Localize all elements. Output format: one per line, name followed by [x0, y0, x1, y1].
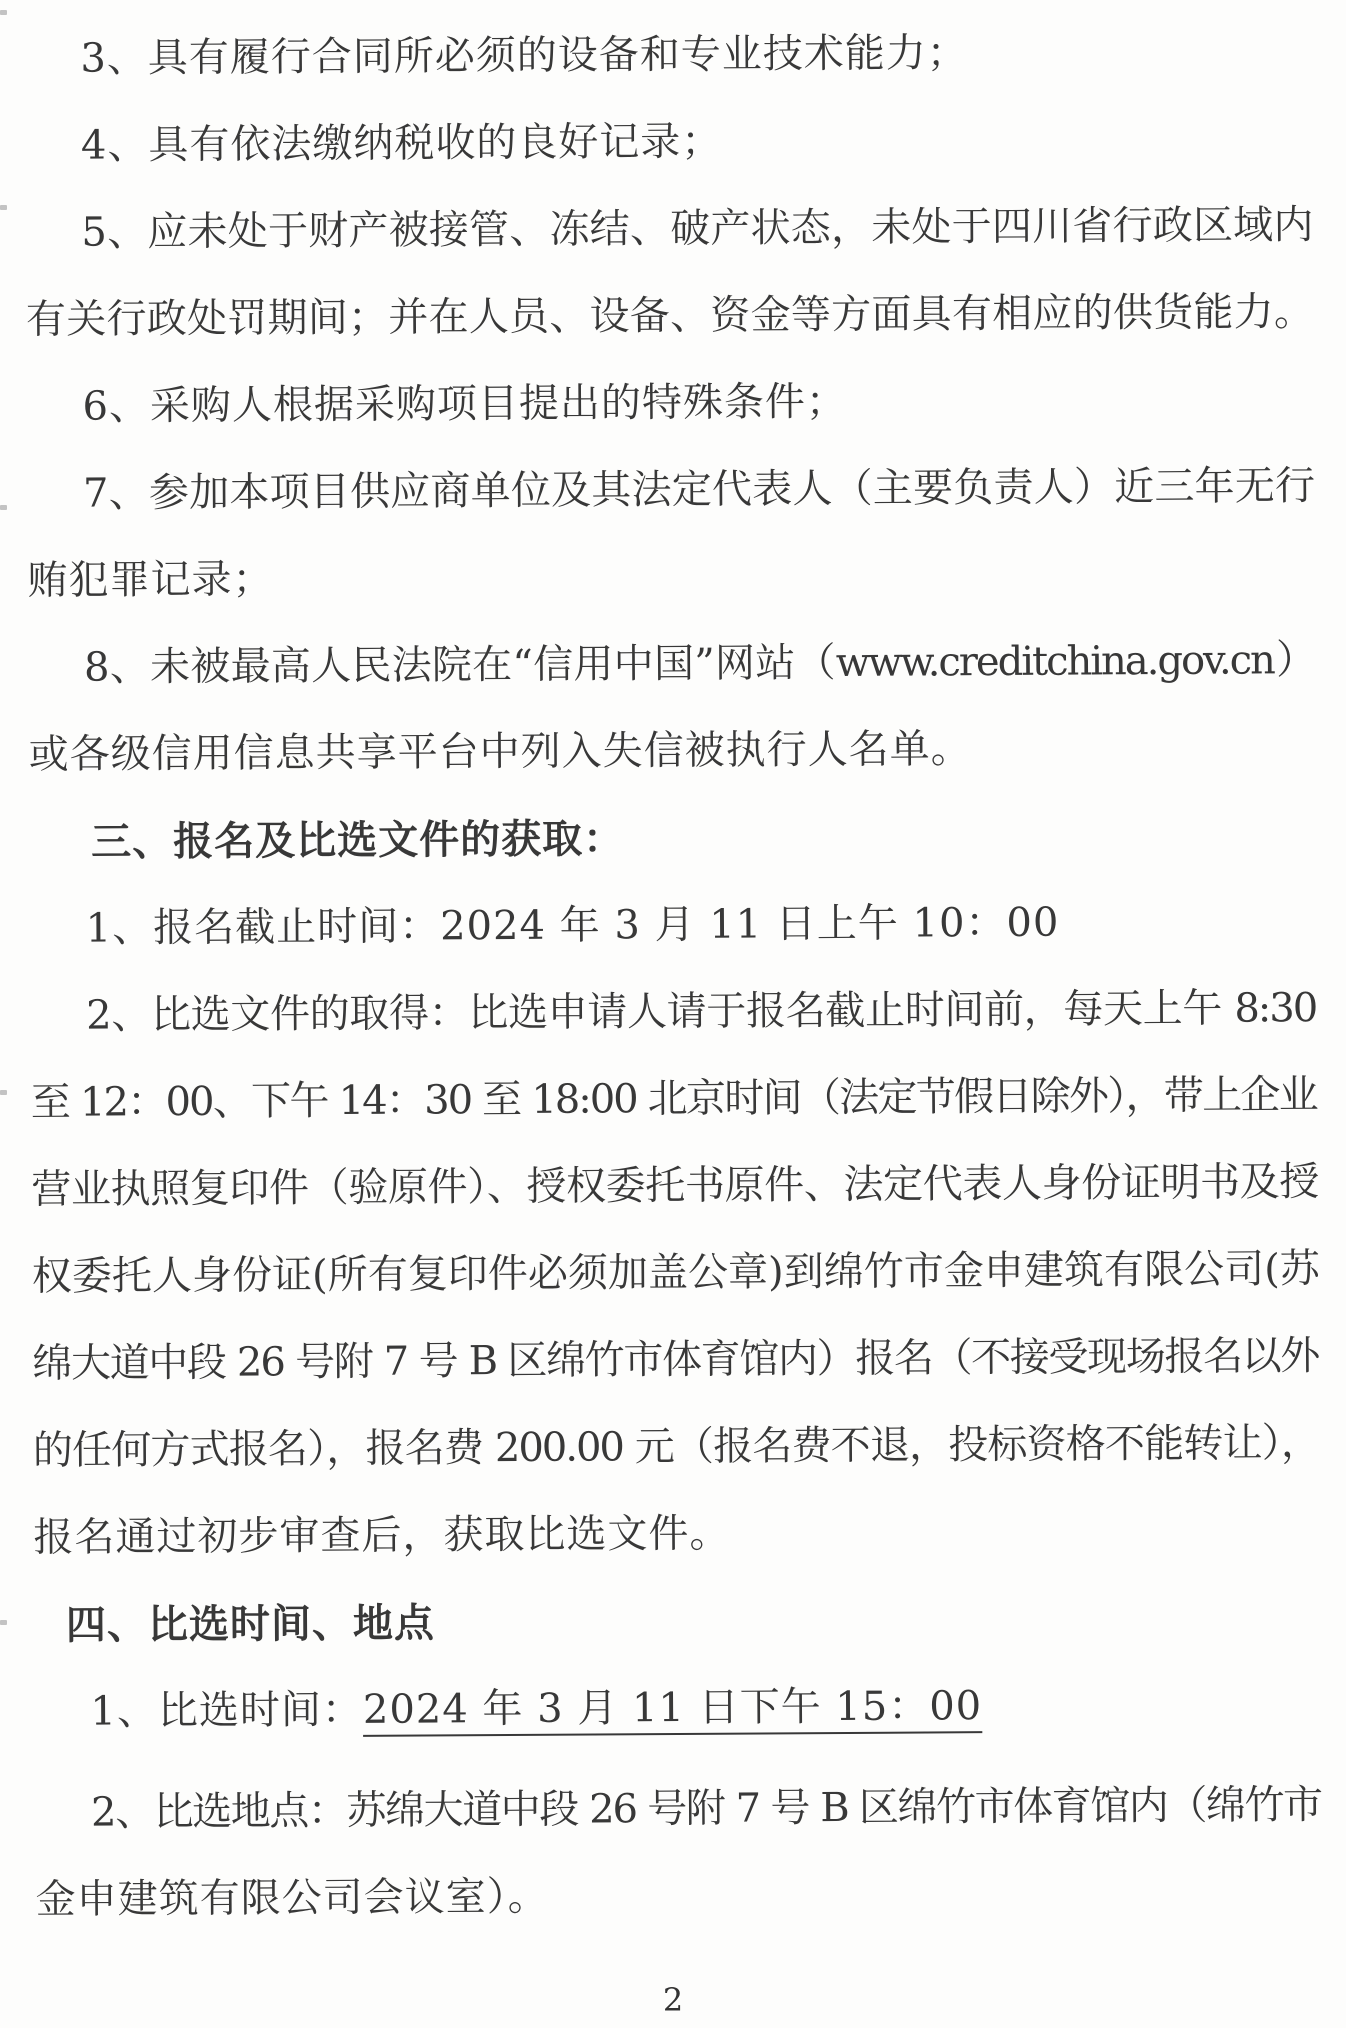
file-obtain-line-1: 2、比选文件的取得：比选申请人请于报名截止时间前，每天上午 8:30: [86, 985, 1317, 1039]
file-obtain-line-2: 至 12：00、下午 14：30 至 18:00 北京时间（法定节假日除外），带上企业: [30, 1072, 1317, 1126]
scan-artifact: [0, 10, 7, 15]
file-obtain-line-4: 权委托人身份证(所有复印件必须加盖公章)到绵竹市金申建筑有限公司(苏: [31, 1246, 1318, 1300]
file-obtain-line-3: 营业执照复印件（验原件）、授权委托书原件、法定代表人身份证明书及授: [31, 1159, 1318, 1213]
selection-location-line-2: 金申建筑有限公司会议室）。: [35, 1873, 549, 1923]
selection-time-value: 2024 年 3 月 11 日下午 15：00: [362, 1683, 983, 1733]
file-obtain-line-7: 报名通过初步审查后，获取比选文件。: [33, 1510, 731, 1561]
page-number: 2: [662, 1981, 684, 2019]
selection-time-line: [34, 1661, 1321, 1756]
qualification-item-7: 7、参加本项目供应商单位及其法定代表人（主要负责人）近三年无行: [82, 463, 1314, 517]
section-4-heading: 四、比选时间、地点: [65, 1599, 436, 1649]
qualification-item-5: 5、应未处于财产被接管、冻结、破产状态，未处于四川省行政区域内: [81, 202, 1312, 256]
qualification-item-8: 8、未被最高人民法院在“信用中国”网站（www.creditchina.gov.cn）: [83, 637, 1315, 691]
scan-artifact: [0, 505, 7, 510]
selection-location-line-1: 2、比选地点：苏绵大道中段 26 号附 7 号 B 区绵竹市体育馆内（绵竹市: [90, 1782, 1322, 1836]
document-body: [24, 8, 1322, 1944]
file-obtain-line-6: 的任何方式报名），报名费 200.00 元（报名费不退，投标资格不能转让），: [32, 1420, 1320, 1474]
scan-artifact: [0, 1090, 7, 1095]
selection-time-label: 1、比选时间：: [90, 1686, 364, 1735]
qualification-item-5-wrap: 有关行政处罚期间；并在人员、设备、资金等方面具有相应的供货能力。: [25, 289, 1313, 343]
scan-artifact: [0, 205, 7, 210]
section-3-heading: 三、报名及比选文件的获取：: [91, 815, 625, 866]
qualification-item-3: 3、具有履行合同所必须的设备和专业技术能力；: [80, 30, 968, 82]
scan-artifact: [0, 1620, 7, 1625]
qualification-item-8-wrap: 或各级信用信息共享平台中列入失信被执行人名单。: [28, 726, 972, 778]
qualification-item-6: 6、采购人根据采购项目提出的特殊条件；: [82, 378, 848, 430]
file-obtain-line-5: 绵大道中段 26 号附 7 号 B 区绵竹市体育馆内）报名（不接受现场报名以外: [32, 1333, 1319, 1387]
registration-deadline-line: 1、报名截止时间：2024 年 3 月 11 日上午 10：00: [85, 899, 1060, 952]
qualification-item-4: 4、具有依法缴纳税收的良好记录；: [80, 118, 723, 169]
qualification-item-7-wrap: 贿犯罪记录；: [27, 556, 274, 604]
